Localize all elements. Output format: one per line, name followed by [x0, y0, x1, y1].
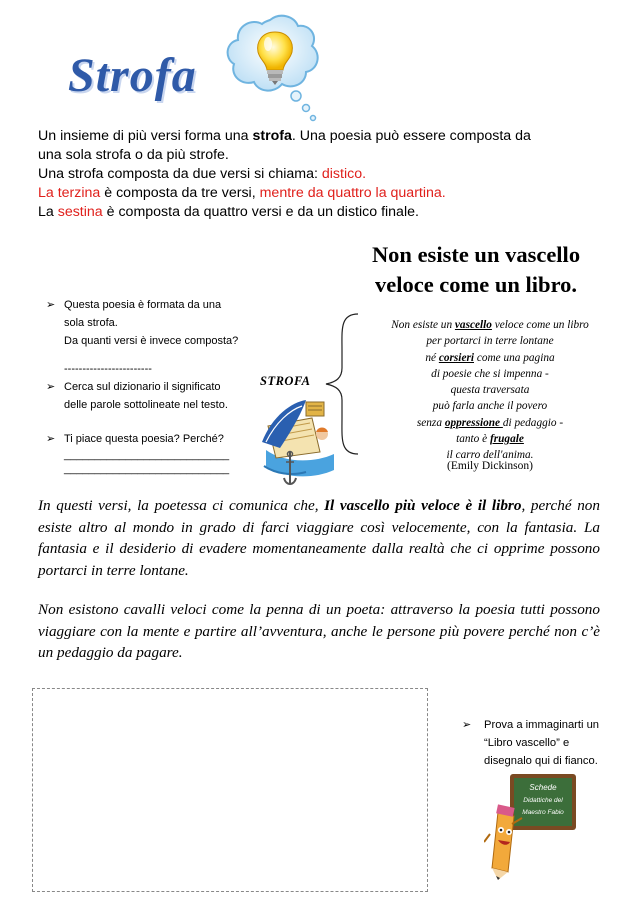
question-2-line1: Cerca sul dizionario il significato [64, 381, 221, 393]
paragraph-2 [38, 599, 600, 664]
poem-author: (Emily Dickinson) [447, 460, 533, 472]
bullet-arrow-icon: ➢ [46, 299, 56, 311]
poem-line1-pre: Non esiste un [391, 319, 455, 331]
intro-sestina: sestina [57, 204, 103, 220]
word-corsieri: corsieri [438, 351, 474, 364]
word-vascello: vascello [454, 319, 492, 331]
word-oppressione: oppressione [444, 416, 503, 429]
question-1-line3: Da quanti versi è invece composta? [64, 335, 239, 347]
intro-line1-pre: Un insieme di più versi forma una [38, 128, 253, 144]
ship-book-illustration [262, 396, 336, 488]
question-2-line2: delle parole sottolineate nel testo. [64, 399, 228, 411]
poem-line3-post: come una pagina [474, 351, 555, 364]
paragraph-1 [38, 495, 600, 581]
paragraph-1-bold: Il vascello più veloce è il libro [324, 497, 522, 514]
poem-line5: questa traversata [450, 384, 530, 397]
poem-line9: il carro dell'anima. [446, 449, 534, 462]
poem-title-line1: Non esiste un vascello [371, 242, 581, 267]
poem-line4: di poesie che si impenna - [431, 367, 549, 380]
badge-line3: Maestro Fabio [522, 809, 564, 816]
poem-text [358, 317, 622, 464]
answer-line-2[interactable]: ___________________________ [64, 449, 230, 461]
poem-title-line2: veloce come un libro. [374, 272, 578, 297]
maestro-fabio-badge [484, 772, 580, 882]
poem-line3-pre: né [425, 351, 439, 364]
answer-line-3[interactable]: ___________________________ [64, 463, 230, 475]
intro-strofa-bold: strofa [252, 128, 292, 144]
questions-list [46, 296, 261, 476]
logo-title: Strofa [68, 49, 197, 102]
question-2 [46, 378, 261, 414]
drawing-area[interactable] [32, 688, 428, 892]
paragraph-1-post: , perché non esiste altro al mondo in grado di farci viaggiare così velocemente, con la fantasia. La fantasia e il desiderio di evadere momentaneamente dalla realtà che ci opprime possono portarci in terre lontane. [38, 497, 600, 579]
poem-line7-pre: senza [416, 416, 445, 429]
word-frugale: frugale [489, 433, 524, 446]
intro-distico: distico. [321, 166, 367, 182]
question-3 [46, 430, 261, 476]
question-1-line1: Questa poesia è formata da una [64, 299, 222, 311]
paragraph-2-text: Non esistono cavalli veloci come la penna di un poeta: attraverso la poesia tutti possono viaggiare con la mente e partire all’avventura, anche le persone più povere perché non c’è un pedaggio da pagare. [38, 601, 600, 661]
badge-line1: Schede [529, 783, 557, 792]
question-1 [46, 296, 261, 378]
intro-line2: una sola strofa o da più strofe. [38, 147, 229, 163]
drawing-instruction [462, 716, 622, 770]
bullet-arrow-icon: ➢ [46, 433, 56, 445]
poem-line6: può farla anche il povero [432, 400, 548, 413]
instruction-line3: disegnalo qui di fianco. [484, 755, 598, 767]
intro-line4-mid: è composta da tre versi, [100, 185, 260, 201]
intro-line3-pre: Una strofa composta da due versi si chiama: [38, 166, 322, 182]
intro-line5-pre: La [38, 204, 58, 220]
instruction-line2: “Libro vascello” e [484, 737, 570, 749]
strofa-label: STROFA [260, 374, 311, 388]
question-1-line2: sola strofa. [64, 317, 118, 329]
poem-line1-post: veloce come un libro [491, 319, 589, 331]
badge-line2: Didattiche del [523, 797, 563, 804]
intro-quartina: mentre da quattro la quartina. [259, 185, 446, 201]
intro-text [38, 127, 598, 222]
bullet-arrow-icon: ➢ [462, 719, 472, 731]
poem-line7-post: di pedaggio - [502, 416, 564, 429]
paragraph-1-pre: In questi versi, la poetessa ci comunica che, [38, 497, 325, 514]
poem-title [340, 240, 612, 300]
answer-line-1[interactable]: ------------------------ [64, 363, 152, 375]
bullet-arrow-icon: ➢ [46, 381, 56, 393]
intro-terzina: La terzina [38, 185, 101, 201]
lightbulb-icon [218, 8, 328, 128]
intro-line5-post: è composta da quattro versi e da un distico finale. [102, 204, 419, 220]
poem-line8-pre: tanto è [456, 433, 490, 446]
question-3-line1: Ti piace questa poesia? Perché? [64, 433, 224, 445]
instruction-line1: Prova a immaginarti un [484, 719, 600, 731]
poem-line2: per portarci in terre lontane [426, 335, 554, 348]
intro-line1-post: . Una poesia può essere composta da [291, 128, 531, 144]
